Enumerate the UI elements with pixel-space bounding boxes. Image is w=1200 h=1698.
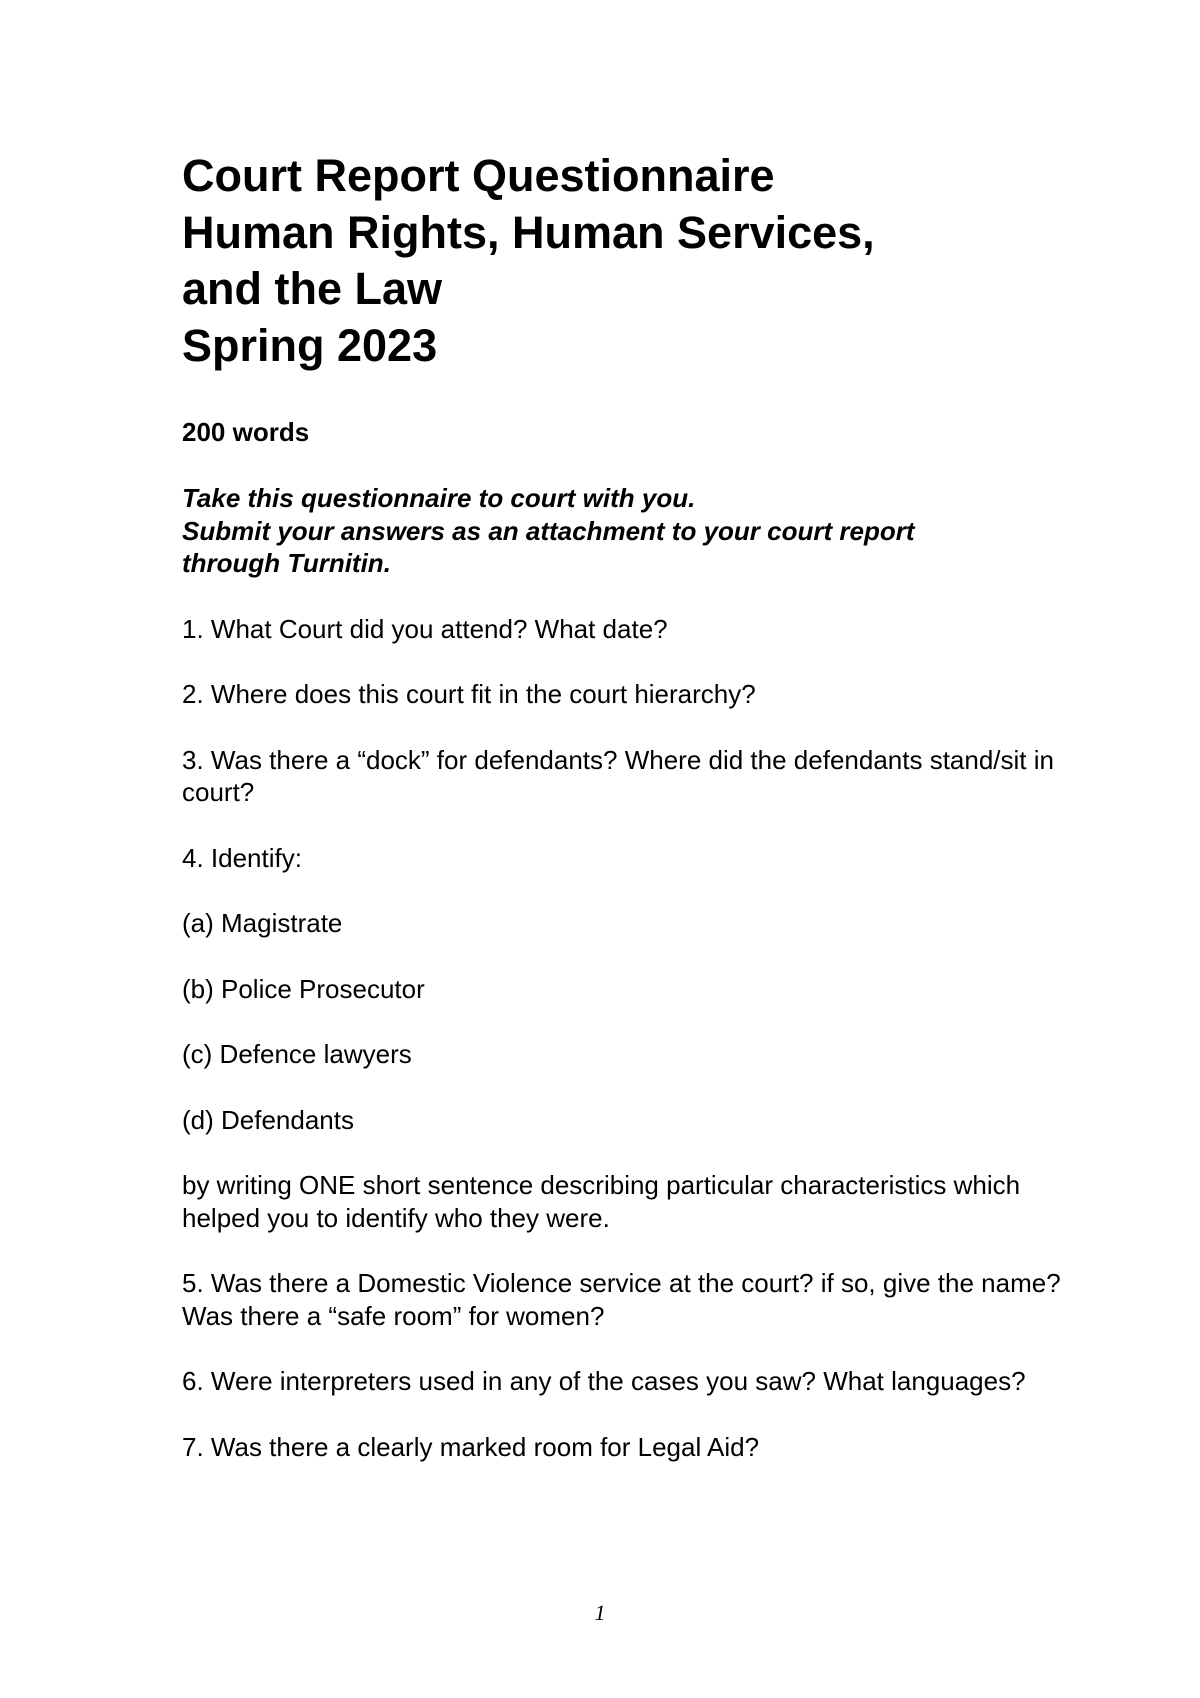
question-4-item-d: (d) Defendants	[182, 1104, 354, 1135]
question-3: 3. Was there a “dock” for defendants? Where did the defendants stand/sit in court?	[182, 744, 1054, 807]
title-line: Human Rights, Human Services,	[182, 206, 875, 258]
question-4: 4. Identify:	[182, 842, 302, 873]
page-number: 1	[594, 1600, 606, 1625]
question-1: 1. What Court did you attend? What date?	[182, 613, 668, 644]
instruction-line: through Turnitin.	[182, 548, 391, 578]
document-title	[182, 148, 1062, 374]
title-line: Court Report Questionnaire	[182, 150, 775, 201]
question-7: 7. Was there a clearly marked room for Legal Aid?	[182, 1431, 760, 1462]
question-4-item-a: (a) Magistrate	[182, 908, 343, 938]
question-6: 6. Were interpreters used in any of the cases you saw? What languages?	[182, 1366, 1026, 1396]
question-4-instruction: by writing ONE short sentence describing particular characteristics which helped you to identify who they were.	[182, 1170, 1021, 1233]
question-2: 2. Where does this court fit in the court hierarchy?	[182, 679, 756, 709]
question-4-item-b: (b) Police Prosecutor	[182, 973, 425, 1004]
word-count: 200 words	[182, 417, 310, 447]
title-line: Spring 2023	[182, 319, 438, 371]
document-body	[182, 148, 1062, 1463]
instruction-line: Submit your answers as an attachment to your court report	[182, 515, 915, 546]
question-4-item-c: (c) Defence lawyers	[182, 1039, 412, 1069]
instruction-line: Take this questionnaire to court with you.	[182, 483, 696, 513]
question-5: 5. Was there a Domestic Violence service at the court? if so, give the name? Was there a “safe room” for women?	[182, 1268, 1061, 1331]
instructions	[182, 482, 1062, 580]
title-line: and the Law	[182, 263, 443, 314]
